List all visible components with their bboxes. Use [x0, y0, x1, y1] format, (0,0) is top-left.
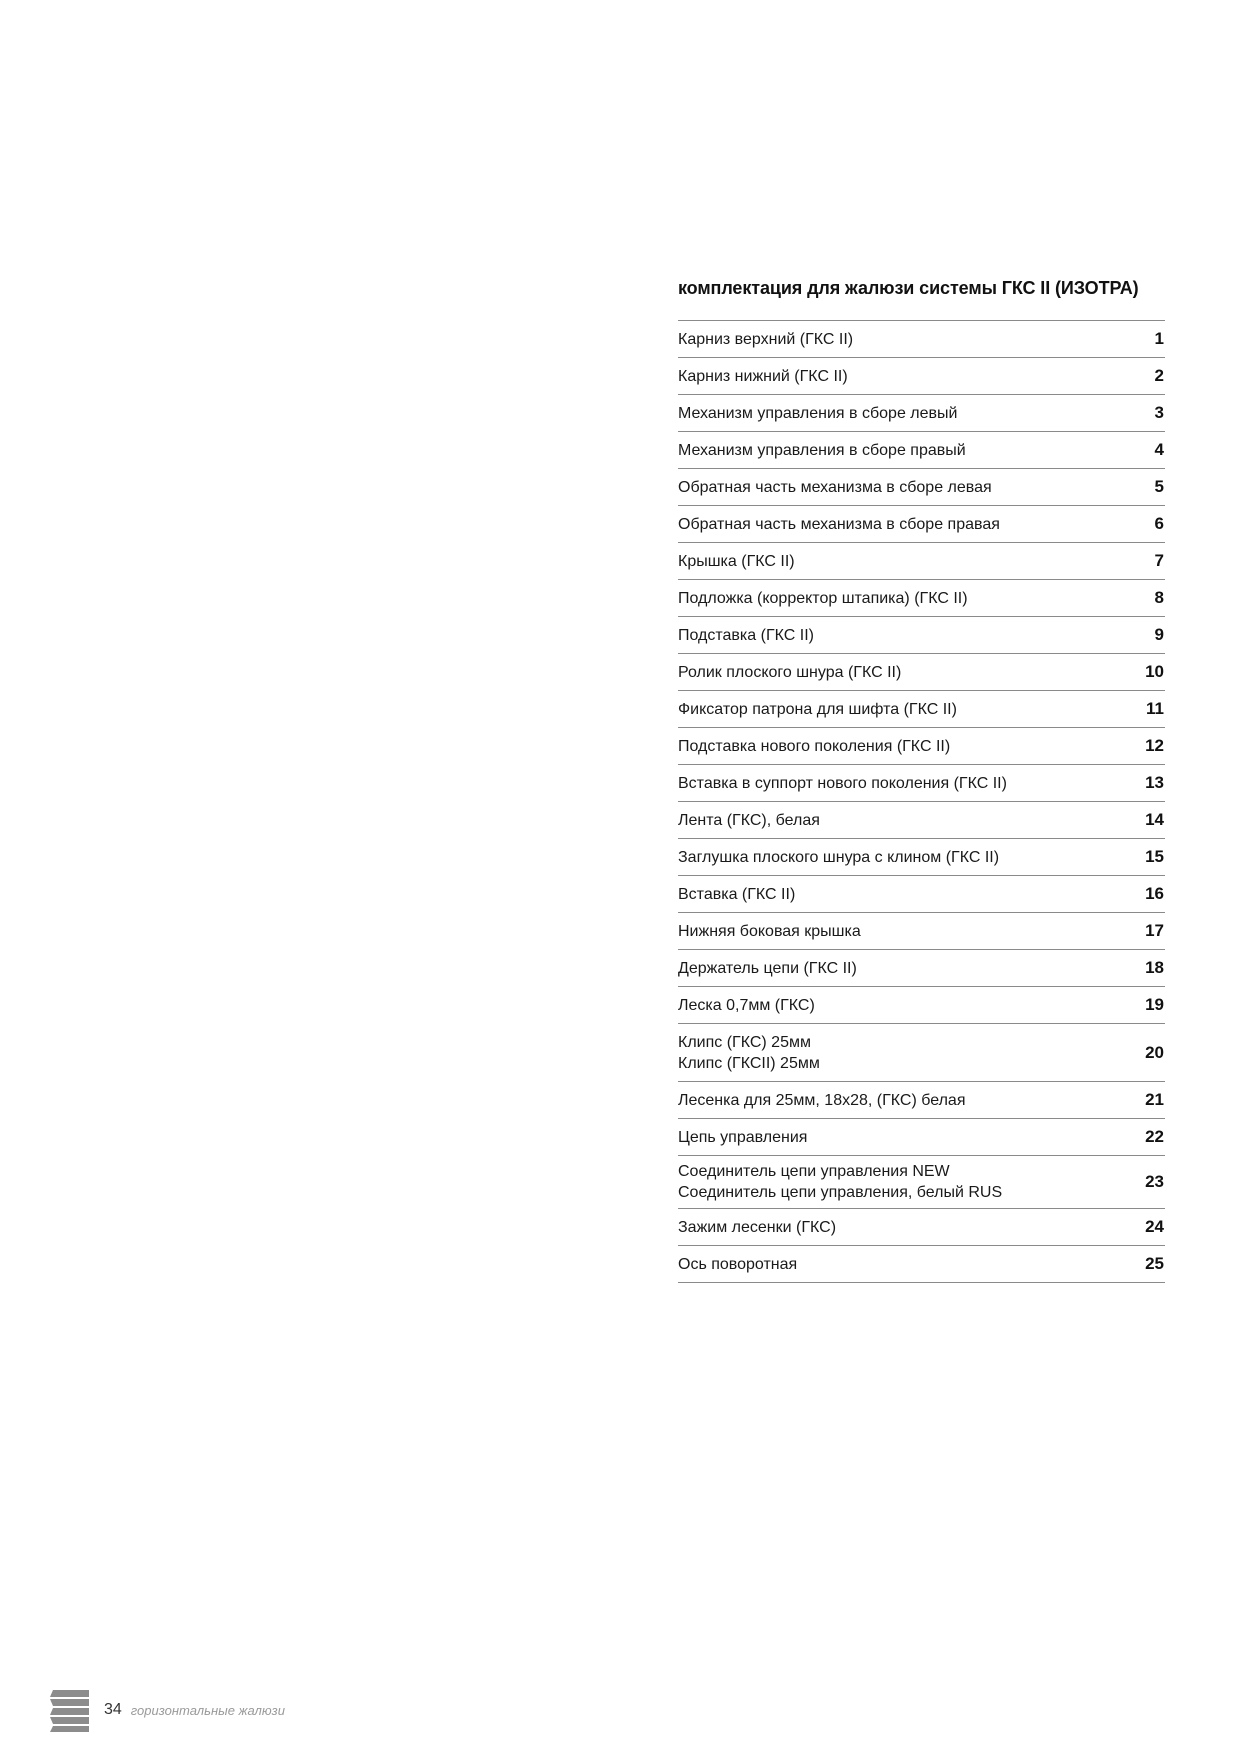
section-name: горизонтальные жалюзи	[130, 1702, 285, 1718]
parts-row	[678, 839, 1165, 876]
part-number: 25	[1145, 1254, 1164, 1273]
parts-row	[678, 432, 1165, 469]
part-name-line: Подставка нового поколения (ГКС II)	[678, 737, 951, 755]
part-number: 1	[1154, 329, 1164, 348]
part-name	[678, 995, 815, 1016]
part-name	[678, 329, 853, 350]
parts-row	[678, 617, 1165, 654]
part-name	[678, 958, 857, 979]
part-number: 9	[1154, 625, 1164, 644]
parts-row	[678, 913, 1165, 950]
part-number: 5	[1154, 477, 1164, 496]
parts-row	[678, 395, 1165, 432]
part-name	[678, 403, 957, 424]
parts-row	[678, 1119, 1165, 1156]
part-name	[678, 366, 848, 387]
part-name	[678, 1090, 966, 1111]
part-name-line: Вставка в суппорт нового поколения (ГКС II)	[678, 774, 1007, 792]
part-name-line: Лесенка для 25мм, 18х28, (ГКС) белая	[678, 1091, 966, 1109]
part-name-line: Клипс (ГКС) 25мм	[678, 1033, 811, 1051]
part-name-line: Соединитель цепи управления, белый RUS	[678, 1184, 1003, 1201]
part-name	[678, 884, 795, 905]
part-name	[678, 736, 950, 757]
part-number: 3	[1154, 403, 1164, 422]
part-name	[678, 662, 901, 683]
parts-row	[678, 580, 1165, 617]
parts-row	[678, 691, 1165, 728]
part-number: 7	[1154, 551, 1164, 570]
part-number: 23	[1145, 1172, 1164, 1191]
part-name-line: Обратная часть механизма в сборе левая	[678, 478, 992, 496]
parts-row	[678, 950, 1165, 987]
part-name-line: Зажим лесенки (ГКС)	[678, 1218, 837, 1236]
parts-row	[678, 1024, 1165, 1082]
part-name-line: Ролик плоского шнура (ГКС II)	[678, 663, 902, 681]
part-name	[678, 773, 1007, 794]
part-name-line: Держатель цепи (ГКС II)	[678, 959, 857, 977]
part-number: 15	[1145, 847, 1164, 866]
part-name	[678, 847, 999, 868]
part-name-line: Крышка (ГКС II)	[678, 552, 795, 570]
part-name-line: Фиксатор патрона для шифта (ГКС II)	[678, 700, 957, 718]
part-name	[678, 1161, 1002, 1203]
part-name-line: Соединитель цепи управления NEW	[678, 1163, 950, 1180]
part-name-line: Подложка (корректор штапика) (ГКС II)	[678, 589, 968, 607]
part-number: 19	[1145, 995, 1164, 1014]
parts-row	[678, 654, 1165, 691]
part-number: 2	[1154, 366, 1164, 385]
part-number: 17	[1145, 921, 1164, 940]
part-name	[678, 588, 968, 609]
part-number: 16	[1145, 884, 1164, 903]
part-name	[678, 440, 966, 461]
part-name-line: Заглушка плоского шнура с клином (ГКС II)	[678, 848, 1000, 866]
part-number: 4	[1154, 440, 1164, 459]
part-number: 8	[1154, 588, 1164, 607]
part-number: 20	[1145, 1042, 1164, 1062]
parts-row	[678, 987, 1165, 1024]
part-name-line: Цепь управления	[678, 1128, 808, 1146]
parts-row	[678, 728, 1165, 765]
blinds-logo-icon	[50, 1688, 92, 1732]
part-name-line: Нижняя боковая крышка	[678, 922, 861, 940]
part-number: 21	[1145, 1090, 1164, 1109]
parts-list-section	[678, 270, 1165, 1283]
part-number: 18	[1145, 958, 1164, 977]
parts-row	[678, 321, 1165, 358]
part-name	[678, 1254, 797, 1275]
parts-row	[678, 876, 1165, 913]
parts-row	[678, 1082, 1165, 1119]
part-name	[678, 477, 992, 498]
part-name	[678, 699, 957, 720]
part-name	[678, 1217, 836, 1238]
part-name-line: Лента (ГКС), белая	[678, 811, 820, 829]
part-number: 14	[1145, 810, 1164, 829]
part-number: 10	[1145, 662, 1164, 681]
parts-table	[678, 320, 1165, 1283]
parts-row	[678, 543, 1165, 580]
parts-row	[678, 1246, 1165, 1283]
page-number: 34	[104, 1701, 122, 1718]
part-name	[678, 1127, 807, 1148]
part-number: 6	[1154, 514, 1164, 533]
part-name-line: Обратная часть механизма в сборе правая	[678, 515, 1000, 533]
parts-row	[678, 802, 1165, 839]
part-number: 12	[1145, 736, 1164, 755]
part-name	[678, 810, 820, 831]
part-name-line: Подставка (ГКС II)	[678, 626, 814, 644]
part-name	[678, 514, 1000, 535]
part-name-line: Механизм управления в сборе правый	[678, 441, 966, 459]
part-name-line: Карниз верхний (ГКС II)	[678, 330, 854, 348]
part-number: 22	[1145, 1127, 1164, 1146]
part-name-line: Механизм управления в сборе левый	[678, 404, 958, 422]
part-number: 24	[1145, 1217, 1164, 1236]
part-name	[678, 921, 861, 942]
page-footer	[50, 1688, 285, 1732]
parts-row	[678, 469, 1165, 506]
part-name	[678, 1032, 820, 1074]
part-name-line: Ось поворотная	[678, 1255, 798, 1273]
part-name-line: Карниз нижний (ГКС II)	[678, 367, 848, 385]
parts-row	[678, 506, 1165, 543]
part-number: 11	[1146, 699, 1164, 718]
part-name	[678, 551, 795, 572]
parts-row	[678, 1156, 1165, 1209]
parts-row	[678, 1209, 1165, 1246]
parts-row	[678, 358, 1165, 395]
parts-list-title: комплектация для жалюзи системы ГКС II (ИЗОТРА)	[678, 278, 1139, 298]
part-name-line: Леска 0,7мм (ГКС)	[678, 996, 815, 1014]
part-name-line: Клипс (ГКСII) 25мм	[678, 1054, 820, 1072]
part-number: 13	[1145, 773, 1164, 792]
part-name-line: Вставка (ГКС II)	[678, 885, 796, 903]
parts-row	[678, 765, 1165, 802]
part-name	[678, 625, 814, 646]
